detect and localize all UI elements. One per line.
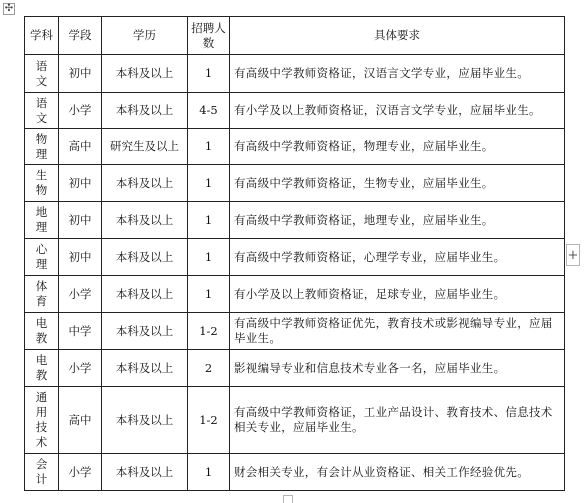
table-row xyxy=(25,350,565,387)
cell-education: 本科及以上 xyxy=(102,387,188,454)
cell-subject: 语 文 xyxy=(25,93,59,129)
cell-count: 1 xyxy=(188,454,230,491)
cell-stage: 初中 xyxy=(59,202,102,239)
cell-education: 本科及以上 xyxy=(102,350,188,387)
cell-requirements: 财会相关专业，有会计从业资格证、相关工作经验优先。 xyxy=(230,454,565,491)
table-row xyxy=(25,55,565,93)
header-row xyxy=(25,17,565,55)
table-resize-handle[interactable] xyxy=(283,495,293,503)
cell-requirements: 有高级中学教师资格证，生物专业，应届毕业生。 xyxy=(230,165,565,202)
table-move-icon[interactable]: ✣ xyxy=(4,3,14,14)
cell-count: 1 xyxy=(188,202,230,239)
cell-education: 本科及以上 xyxy=(102,276,188,313)
cell-stage: 小学 xyxy=(59,454,102,491)
add-row-plus-icon[interactable]: + xyxy=(566,244,580,266)
table-row xyxy=(25,387,565,454)
cell-count: 1-2 xyxy=(188,387,230,454)
cell-count: 1 xyxy=(188,239,230,276)
cell-count: 4-5 xyxy=(188,93,230,129)
cell-stage: 初中 xyxy=(59,55,102,93)
cell-stage: 小学 xyxy=(59,93,102,129)
cell-education: 本科及以上 xyxy=(102,202,188,239)
cell-education: 本科及以上 xyxy=(102,313,188,350)
header-requirements: 具体要求 xyxy=(230,17,565,55)
cell-count: 1 xyxy=(188,129,230,165)
cell-count: 2 xyxy=(188,350,230,387)
cell-education: 本科及以上 xyxy=(102,165,188,202)
cell-education: 本科及以上 xyxy=(102,454,188,491)
cell-subject: 地 理 xyxy=(25,202,59,239)
table-row xyxy=(25,313,565,350)
cell-requirements: 影视编导专业和信息技术专业各一名，应届毕业生。 xyxy=(230,350,565,387)
cell-requirements: 有高级中学教师资格证，物理专业，应届毕业生。 xyxy=(230,129,565,165)
cell-subject: 通 用 技 术 xyxy=(25,387,59,454)
cell-requirements: 有高级中学教师资格证，工业产品设计、教育技术、信息技术相关专业，应届毕业生。 xyxy=(230,387,565,454)
cell-count: 1-2 xyxy=(188,313,230,350)
cell-stage: 小学 xyxy=(59,276,102,313)
cell-requirements: 有高级中学教师资格证，心理学专业，应届毕业生。 xyxy=(230,239,565,276)
cell-stage: 初中 xyxy=(59,165,102,202)
cell-stage: 高中 xyxy=(59,129,102,165)
header-count: 招聘人数 xyxy=(188,17,230,55)
cell-subject: 生 物 xyxy=(25,165,59,202)
cell-count: 1 xyxy=(188,276,230,313)
header-education: 学历 xyxy=(102,17,188,55)
cell-stage: 初中 xyxy=(59,239,102,276)
cell-count: 1 xyxy=(188,55,230,93)
table-row xyxy=(25,276,565,313)
cell-requirements: 有小学及以上教师资格证，汉语言文学专业，应届毕业生。 xyxy=(230,93,565,129)
cell-education: 本科及以上 xyxy=(102,55,188,93)
header-stage: 学段 xyxy=(59,17,102,55)
cell-education: 本科及以上 xyxy=(102,239,188,276)
cell-education: 研究生及以上 xyxy=(102,129,188,165)
cell-education: 本科及以上 xyxy=(102,93,188,129)
cell-count: 1 xyxy=(188,165,230,202)
cell-requirements: 有小学及以上教师资格证，足球专业，应届毕业生。 xyxy=(230,276,565,313)
table-row xyxy=(25,202,565,239)
cell-subject: 心 理 xyxy=(25,239,59,276)
cell-subject: 体 育 xyxy=(25,276,59,313)
cell-subject: 电 教 xyxy=(25,313,59,350)
table-row xyxy=(25,93,565,129)
cell-subject: 会 计 xyxy=(25,454,59,491)
cell-stage: 中学 xyxy=(59,313,102,350)
table-row xyxy=(25,454,565,491)
cell-subject: 语 文 xyxy=(25,55,59,93)
cell-stage: 高中 xyxy=(59,387,102,454)
cell-requirements: 有高级中学教师资格证，地理专业，应届毕业生。 xyxy=(230,202,565,239)
cell-subject: 电 教 xyxy=(25,350,59,387)
recruitment-table xyxy=(24,16,565,491)
header-subject: 学科 xyxy=(25,17,59,55)
cell-requirements: 有高级中学教师资格证优先，教育技术或影视编导专业，应届毕业生。 xyxy=(230,313,565,350)
table-row xyxy=(25,129,565,165)
cell-stage: 小学 xyxy=(59,350,102,387)
table-row xyxy=(25,165,565,202)
cell-requirements: 有高级中学教师资格证，汉语言文学专业，应届毕业生。 xyxy=(230,55,565,93)
cell-subject: 物 理 xyxy=(25,129,59,165)
table-row xyxy=(25,239,565,276)
